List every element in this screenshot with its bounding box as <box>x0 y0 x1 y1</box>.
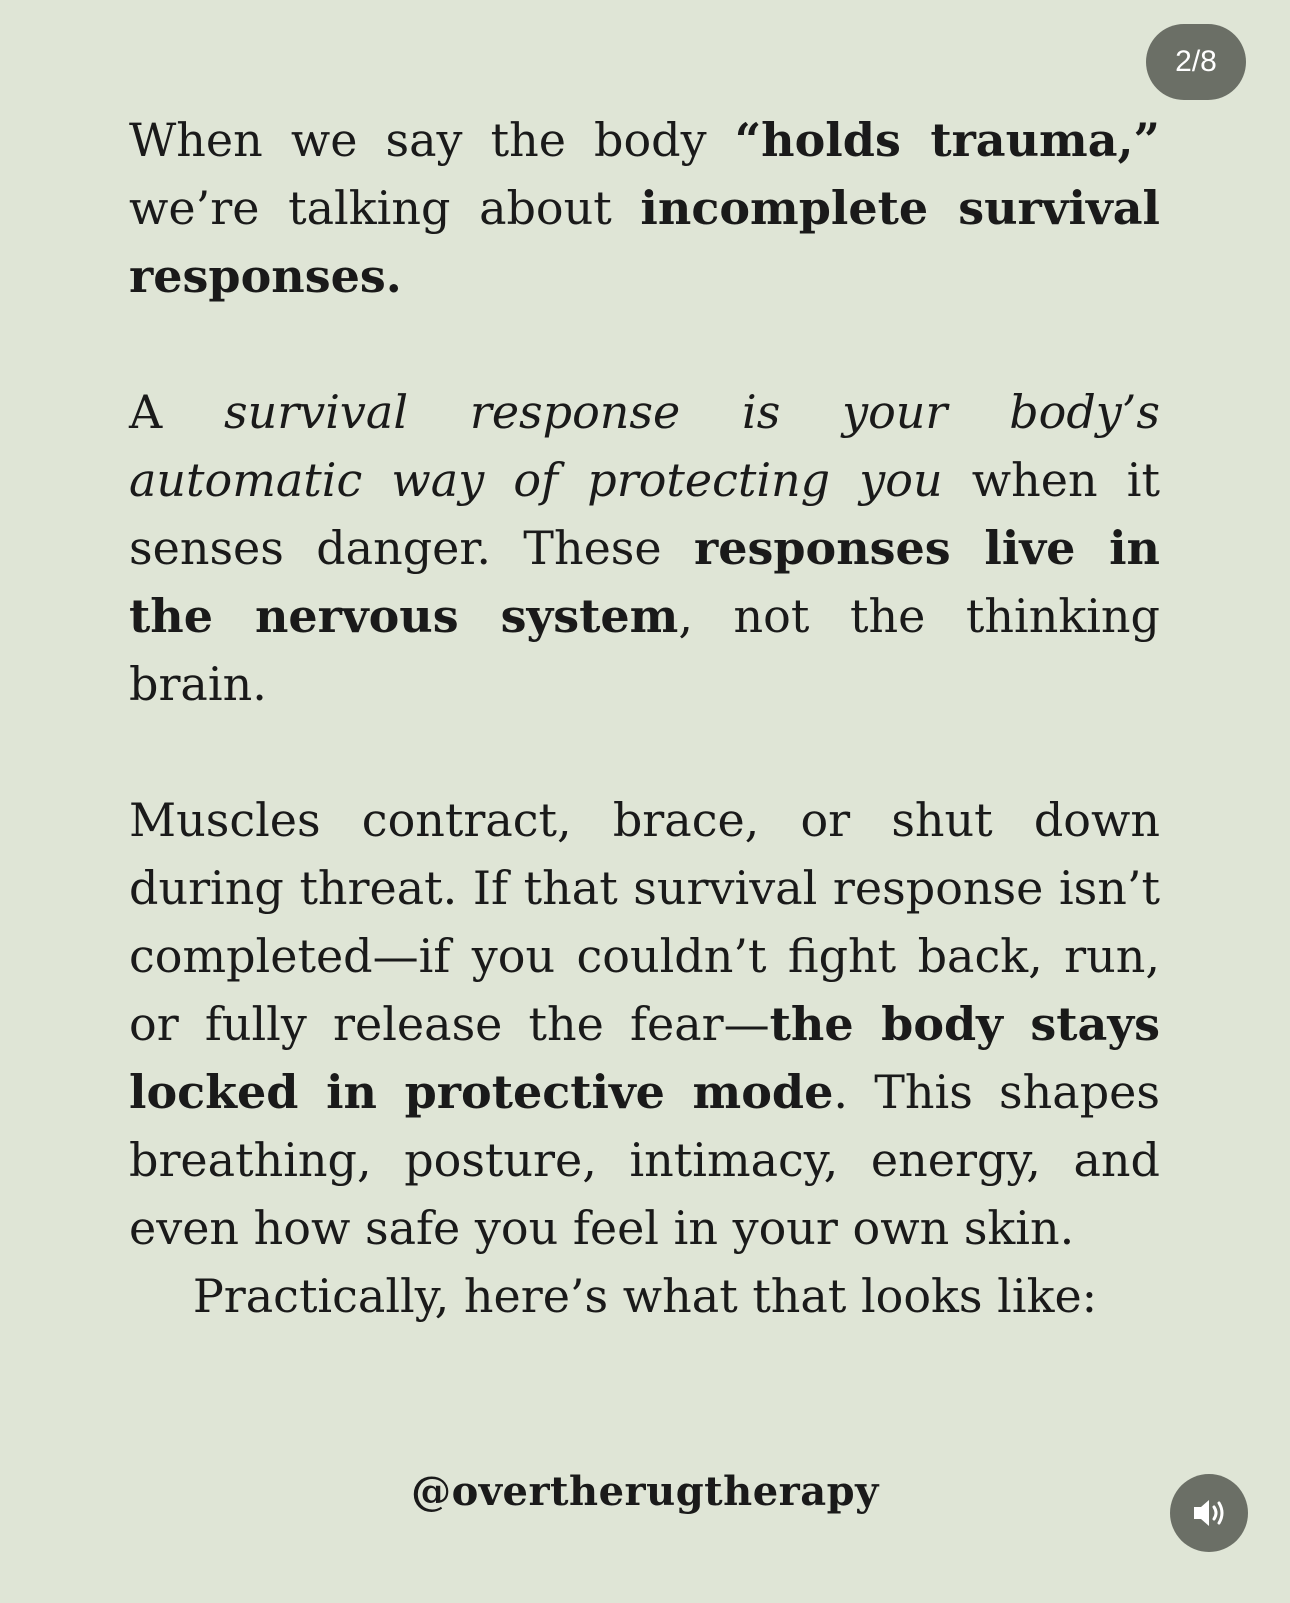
text-span: we’re talking about <box>129 181 641 235</box>
italic-text: survival response is your body’s automatic way of protecting you <box>129 385 1160 507</box>
bold-text: responses live in the nervous system <box>129 521 1160 643</box>
paragraph-2 <box>129 378 1160 718</box>
speaker-icon <box>1188 1492 1230 1534</box>
bold-text: the body stays locked in protective mode <box>129 997 1160 1119</box>
closing-line: Practically, here’s what that looks like: <box>192 1269 1098 1323</box>
text-span: A <box>129 385 224 439</box>
text-span: , not the thinking brain. <box>129 589 1160 711</box>
sound-toggle-button[interactable] <box>1170 1474 1248 1552</box>
text-span: Muscles contract, brace, or shut down during threat. If that survival response isn’t completed—if you couldn’t fight back, run, or fully release the fear— <box>129 793 1160 1051</box>
slide-body <box>129 106 1160 1262</box>
paragraph-3 <box>129 786 1160 1262</box>
bold-text: incomplete survival responses. <box>129 181 1160 303</box>
account-handle: @overtherugtherapy <box>411 1468 879 1515</box>
text-span: . This shapes breathing, posture, intimacy, energy, and even how safe you feel in your own skin. <box>129 1065 1160 1255</box>
text-span: When we say the body <box>129 113 735 167</box>
text-span: when it senses danger. These <box>129 453 1160 575</box>
page-counter: 2/8 <box>1146 24 1246 100</box>
paragraph-1 <box>129 106 1160 310</box>
bold-text: “holds trauma,” <box>734 113 1161 167</box>
